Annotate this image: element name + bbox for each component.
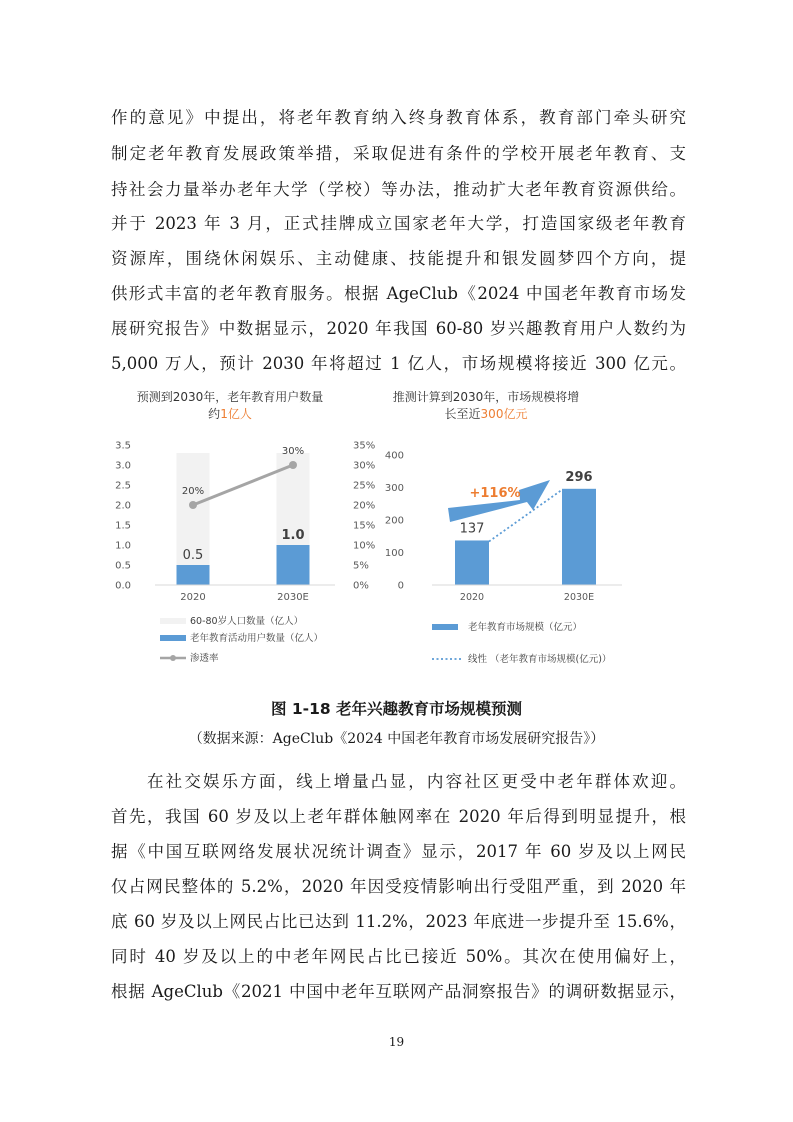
y2-tick-label: 30% [353, 460, 376, 472]
figure-caption: 图 1-18 老年兴趣教育市场规模预测 [270, 700, 523, 718]
legend-label: 60-80岁人口数量（亿人） [190, 616, 304, 627]
text-line: 仅占网民整体的 5.2%，2020 年因受疫情影响出行受阻严重，到 2020 年 [111, 877, 686, 896]
paragraph-social [111, 768, 686, 1008]
text-line: 持社会力量举办老年大学（学校）等办法，推动扩大老年教育资源供给。 [111, 180, 686, 199]
market-bar-label: 137 [459, 521, 485, 537]
y2-tick-label: 20% [353, 500, 376, 512]
legend-label: 老年教育市场规模（亿元） [468, 622, 583, 633]
user-count-chart [100, 430, 390, 670]
penetration-point [189, 501, 197, 509]
growth-annotation: +116% [469, 486, 521, 501]
x-tick-label: 2020 [180, 592, 206, 603]
text-line: 据《中国互联网络发展状况统计调查》显示，2017 年 60 岁及以上网民 [111, 842, 686, 861]
text-line: 制定老年教育发展政策举措，采取促进有条件的学校开展老年教育、支 [111, 144, 686, 163]
legend-label: 老年教育活动用户数量（亿人） [190, 633, 324, 644]
market-bar [562, 489, 596, 585]
y-tick-label: 100 [384, 548, 404, 559]
market-bar-label: 296 [565, 469, 593, 485]
text-line: 资源库，围绕休闲娱乐、主动健康、技能提升和银发圆梦四个方向，提 [111, 249, 686, 268]
y-tick-label: 1.5 [115, 520, 131, 532]
y-tick-label: 400 [384, 450, 404, 462]
legend-label: 线性 （老年教育市场规模(亿元)） [468, 654, 612, 665]
y-tick-label: 2.0 [115, 500, 131, 512]
x-tick-label: 2030E [563, 592, 595, 603]
text-line: 展研究报告》中数据显示，2020 年我国 60-80 岁兴趣教育用户人数约为 [111, 319, 686, 338]
y-tick-label: 3.5 [115, 440, 131, 452]
y2-tick-label: 0% [353, 580, 369, 592]
user-bar-label: 1.0 [281, 528, 305, 543]
right-chart-title [366, 389, 606, 423]
text-line: 5,000 万人，预计 2030 年将超过 1 亿人，市场规模将接近 300 亿元。 [111, 354, 686, 373]
y-tick-label: 300 [384, 483, 404, 494]
y-tick-label: 0.0 [115, 580, 131, 592]
legend-swatch-market [432, 624, 458, 630]
user-bar [177, 565, 210, 585]
y-tick-label: 0 [397, 580, 404, 592]
penetration-point [289, 461, 297, 469]
page-number: 19 [388, 1035, 405, 1049]
y-tick-label: 2.5 [115, 480, 131, 492]
figure-source: （数据来源：AgeClub《2024 中国老年教育市场发展研究报告》） [188, 731, 605, 747]
right-chart-title-highlight: 300亿元 [480, 407, 528, 421]
text-line: 作的意见》中提出，将老年教育纳入终身教育体系，教育部门牵头研究 [111, 108, 686, 127]
y-tick-label: 0.5 [115, 560, 131, 572]
market-bar [455, 540, 489, 585]
text-line: 并于 2023 年 3 月，正式挂牌成立国家老年大学，打造国家级老年教育 [111, 214, 686, 233]
y2-tick-label: 15% [353, 520, 376, 532]
left-chart-title-line1: 预测到2030年，老年教育用户数量 [136, 390, 324, 404]
right-chart-title-prefix: 长至近 [444, 407, 481, 421]
penetration-label: 30% [281, 446, 305, 457]
left-chart-title [120, 389, 340, 423]
market-size-chart [384, 430, 650, 670]
left-chart-title-prefix: 约 [208, 407, 221, 421]
text-line: 首先，我国 60 岁及以上老年群体触网率在 2020 年后得到明显提升，根 [111, 807, 686, 826]
left-chart-title-highlight: 1亿人 [220, 407, 252, 421]
text-line: 供形式丰富的老年教育服务。根据 AgeClub《2024 中国老年教育市场发 [111, 284, 686, 303]
y-tick-label: 3.0 [115, 460, 131, 472]
legend-label: 渗透率 [190, 653, 219, 664]
user-bar [277, 545, 310, 585]
y-tick-label: 200 [384, 515, 404, 527]
user-bar-label: 0.5 [182, 548, 204, 563]
y2-tick-label: 5% [353, 560, 369, 572]
right-chart-title-line1: 推测计算到2030年，市场规模将增 [392, 390, 580, 404]
legend-swatch-rate-marker [170, 655, 176, 661]
y-tick-label: 1.0 [115, 540, 131, 552]
y2-tick-label: 35% [353, 440, 376, 452]
text-line: 根据 AgeClub《2021 中国中老年互联网产品洞察报告》的调研数据显示， [111, 982, 686, 1001]
text-line: 同时 40 岁及以上的中老年网民占比已接近 50%。其次在使用偏好上， [111, 947, 686, 966]
legend-swatch-users [160, 635, 186, 641]
text-line: 底 60 岁及以上网民占比已达到 11.2%，2023 年底进一步提升至 15.6%， [111, 912, 686, 931]
y2-tick-label: 10% [353, 540, 376, 552]
x-tick-label: 2030E [277, 592, 309, 603]
x-tick-label: 2020 [459, 592, 485, 603]
penetration-label: 20% [181, 486, 205, 497]
text-line: 在社交娱乐方面，线上增量凸显，内容社区更受中老年群体欢迎。 [147, 772, 686, 791]
y2-tick-label: 25% [353, 480, 376, 492]
paragraph-intro [111, 104, 686, 384]
legend-swatch-population [160, 618, 186, 624]
